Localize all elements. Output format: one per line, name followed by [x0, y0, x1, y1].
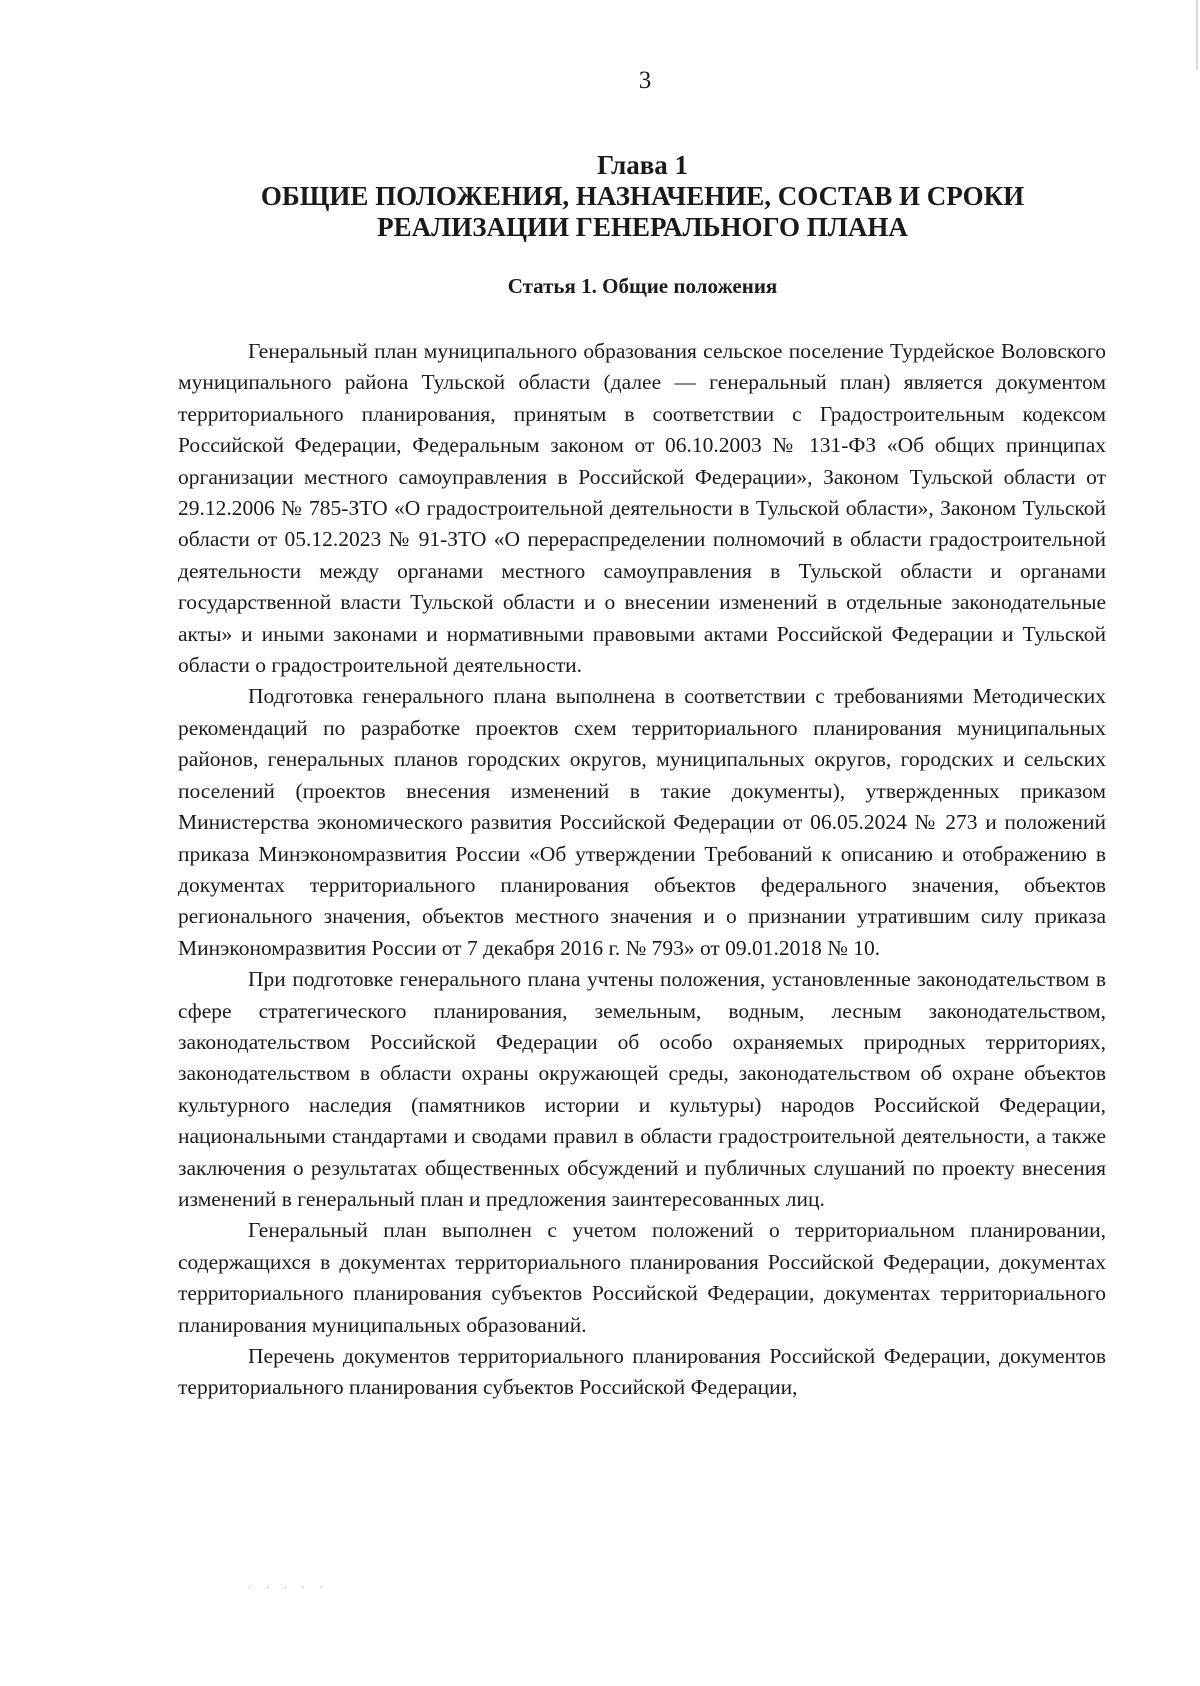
chapter-title-line-1: ОБЩИЕ ПОЛОЖЕНИЯ, НАЗНАЧЕНИЕ, СОСТАВ И СРОКИ [260, 181, 1025, 211]
page-number: 3 [638, 67, 652, 94]
paragraph: Перечень документов территориального планирования Российской Федерации, документов территориального планирования субъектов Российской Федерации, [178, 1344, 1106, 1400]
scan-specks: · · · · · [248, 1583, 329, 1594]
paragraph: При подготовке генерального плана учтены положения, установленные законодательством в сфере стратегического планирования, земельным, водным, лесным законодательством, законодательством Российской Федерации об особо охраняемых природных территориях, законодательством в области охраны окружающей среды, законодательством об охране объектов культурного наследия (памятников истории и культуры) народов Российской Федерации, национальными стандартами и сводами правил в области градостроительной деятельности, а также заключения о результатах общественных обсуждений и публичных слушаний по проекту внесения изменений в генеральный план и предложения заинтересованных лиц. [178, 967, 1106, 1211]
chapter-heading [180, 150, 1105, 243]
body-text [178, 336, 1106, 1404]
chapter-title-line-2: РЕАЛИЗАЦИИ ГЕНЕРАЛЬНОГО ПЛАНА [377, 212, 908, 242]
paragraph: Генеральный план муниципального образования сельское поселение Турдейское Воловского муниципального района Тульской области (далее — генеральный план) является документом территориального планирования, принятым в соответствии с Градостроительным кодексом Российской Федерации, Федеральным законом от 06.10.2003 № 131-ФЗ «Об общих принципах организации местного самоуправления в Российской Федерации», Законом Тульской области от 29.12.2006 № 785-ЗТО «О градостроительной деятельности в Тульской области», Законом Тульской области от 05.12.2023 № 91-ЗТО «О перераспределении полномочий в области градостроительной деятельности между органами местного самоуправления в Тульской области и органами государственной власти Тульской области и о внесении изменений в отдельные законодательные акты» и иными законами и нормативными правовыми актами Российской Федерации и Тульской области о градостроительной деятельности. [178, 339, 1106, 678]
paragraph: Подготовка генерального плана выполнена в соответствии с требованиями Методических рекомендаций по разработке проектов схем территориального планирования муниципальных районов, генеральных планов городских округов, муниципальных округов, городских и сельских поселений (проектов внесения изменений в такие документы), утвержденных приказом Министерства экономического развития Российской Федерации от 06.05.2024 № 273 и положений приказа Минэкономразвития России «Об утверждении Требований к описанию и отображению в документах территориального планирования объектов федерального значения, объектов регионального значения, объектов местного значения и о признании утратившим силу приказа Минэкономразвития России от 7 декабря 2016 г. № 793» от 09.01.2018 № 10. [178, 684, 1106, 960]
chapter-label: Глава 1 [596, 150, 689, 180]
article-heading: Статья 1. Общие положения [507, 274, 778, 298]
scan-edge-mark [1196, 0, 1198, 70]
paragraph: Генеральный план выполнен с учетом положений о территориальном планировании, содержащихся в документах территориального планирования Российской Федерации, документах территориального планирования субъектов Российской Федерации, документах территориального планирования муниципальных образований. [178, 1218, 1106, 1337]
